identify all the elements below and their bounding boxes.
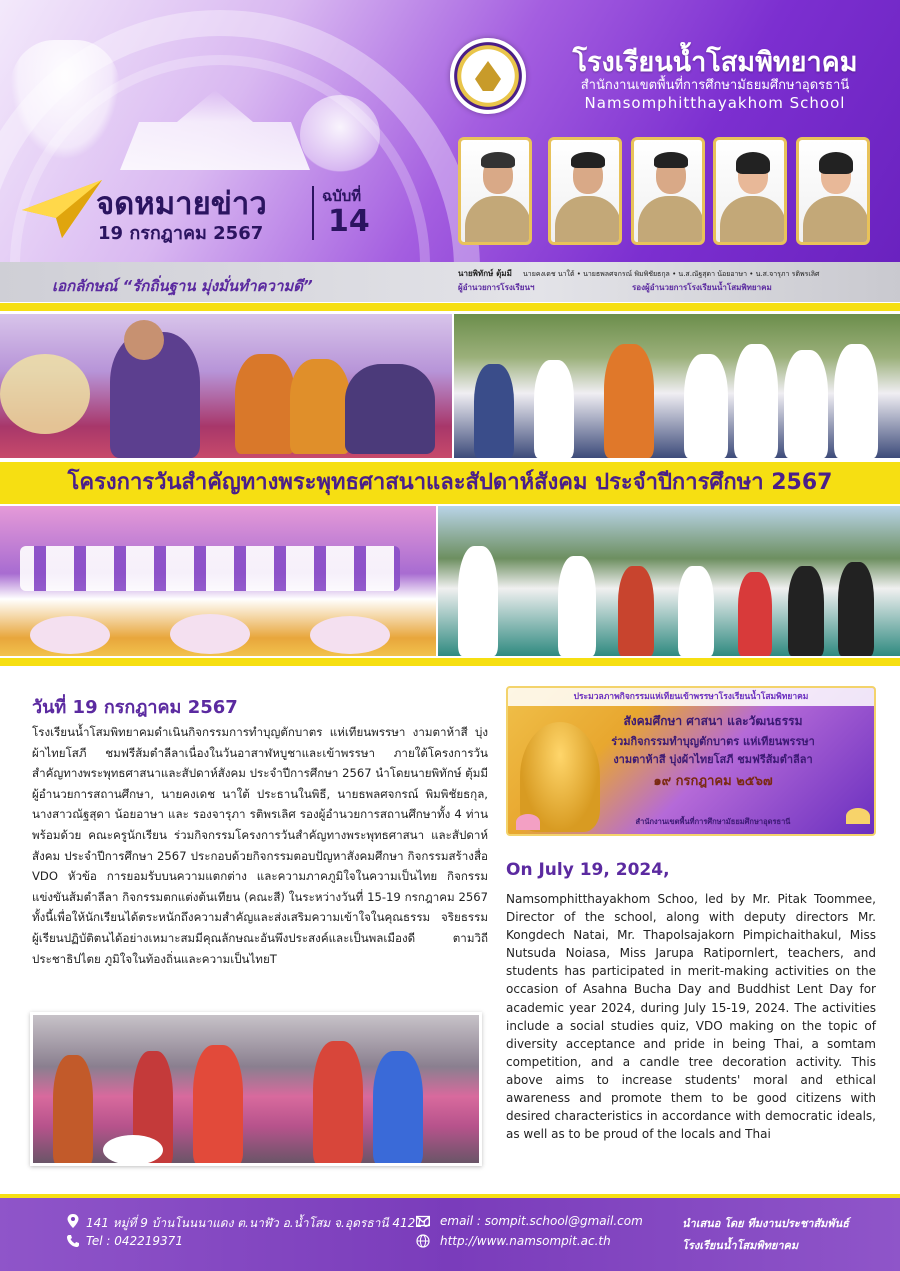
divider-rule bbox=[0, 303, 900, 311]
photo-merit-ceremony bbox=[0, 314, 452, 458]
lotus-icon bbox=[516, 814, 540, 830]
lotus-icon bbox=[846, 808, 870, 824]
school-motto: เอกลักษณ์ “รักถิ่นฐาน มุ่งมั่นทำความดี” bbox=[52, 277, 313, 295]
footer-address: 141 หมู่ที่ 9 บ้านโนนนาแดง ต.นาฬัว อ.น้ำโสม จ.อุดรธานี 41210 bbox=[86, 1216, 431, 1230]
director-name: นายพิทักษ์ ตุ้มมี bbox=[458, 269, 512, 278]
issue-divider bbox=[312, 186, 314, 240]
thai-article-heading: วันที่ 19 กรกฎาคม 2567 bbox=[32, 697, 238, 718]
portrait-deputy-1 bbox=[548, 137, 622, 245]
poster-line-1: สังคมศึกษา ศาสนา และวัฒนธรรม bbox=[623, 714, 803, 728]
footer-email[interactable]: email : sompit.school@gmail.com bbox=[440, 1214, 643, 1228]
portrait-deputy-4 bbox=[796, 137, 870, 245]
photo-parade bbox=[438, 506, 900, 656]
footer-tel: Tel : 042219371 bbox=[86, 1234, 183, 1248]
poster-line-2: ร่วมกิจกรรมทำบุญตักบาตร แห่เทียนพรรษา bbox=[611, 735, 815, 748]
deputy-role: รองผู้อำนวยการโรงเรียนน้ำโสมพิทยาคม bbox=[632, 283, 772, 292]
portrait-director bbox=[458, 137, 532, 245]
email-icon bbox=[416, 1214, 430, 1228]
school-name-en: Namsomphitthayakhom School bbox=[584, 94, 846, 112]
director-role: ผู้อำนวยการโรงเรียนฯ bbox=[458, 283, 535, 292]
thai-article-body: โรงเรียนน้ำโสมพิทยาคมดำเนินกิจกรรมการทำบุญตักบาตร แห่เทียนพรรษา งามตาห้าสี บุ่งผ้าไทยโสภี ชมฟรีส้มตำลีลาเนื่องในวันอาสาฬหบูชาและเข้าพรรษา ภายใต้โครงการวันสำคัญทางพระพุทธศาสนาและสัปดาห์สังคม ประจำปีการศึกษา 2567 นำโดยนายพิทักษ์ ตุ้มมี ผู้อำนวยการสถานศึกษา, นายคงเดช นาใต้ ประธานในพิธี, นายธพลศจกรณ์ พิมพิชัยธกุล, นางสาวณัฐสุดา น้อยอาษา และ รองจารุภา รติพรเลิศ รองผู้อำนวยการสถานศึกษาทั้ง 4 ท่าน พร้อมด้วย คณะครูนักเรียน ร่วมกิจกรรมโครงการวันสำคัญทางพระพุทธศาสนา และสัปดาห์สังคม ประจำปีการศึกษา 2567 ประกอบด้วยกิจกรรมตอบปัญหาสังคมศึกษา กิจกรรมสร้างสื่อ VDO หัวข้อ การยอมรับบนความแตกต่าง และความภาคภูมิใจในความเป็นไทย กิจกรรมแข่งขันส้มตำลีลา กิจกรรมตกแต่งต้นเทียน (คณะสี) ในระหว่างวันที่ 15-19 กรกฎาคม 2567 ทั้งนี้เพื่อให้นักเรียนได้ตระหนักถึงความสำคัญและส่งเสริมความเข้าใจในคุณธรรม จริยธรรม ผู้เรียนปฏิบัติตนได้อย่างเหมาะสมมีคุณลักษณะอันพึงประสงค์และเป็นพลเมืองดี ตามวิถีประชาธิปไตย ภูมิใจในท้องถิ่นและความเป็นไทยT bbox=[32, 725, 488, 966]
english-article-body: Namsomphitthayakhom Schoo, led by Mr. Pitak Toommee, Director of the school, along with deputy directors Mr. Kongdech Natai, Mr. Thapolsajakorn Pimpichaithakul, Miss Nutsuda Noiasa, Miss Jarupa Ratipornlert, teachers, and students has participated in merit-making activities on the occasion of Asahna Bucha Day and Buddhist Lent Day for academic year 2024, during July 15-19, 2024. The activities include a social studies quiz, VDO making on the topic of diversity acceptance and pride in being Thai, a somtam competition, and a candle tree decoration activity. This above aims to increase students' moral and ethical awareness and promote them to be good citizens with desired characteristics in accordance with democratic ideals, as well as to be proud of the locals and Thai bbox=[506, 892, 876, 1142]
administrator-names bbox=[458, 267, 888, 280]
project-banner-title: โครงการวันสำคัญทางพระพุทธศาสนาและสัปดาห์สังคม ประจำปีการศึกษา 2567 bbox=[0, 462, 900, 504]
paper-plane-icon bbox=[22, 180, 102, 238]
portrait-deputy-3 bbox=[713, 137, 787, 245]
issue-label: ฉบับที่ bbox=[322, 187, 362, 205]
footer-credit-1: นำเสนอ โดย ทีมงานประชาสัมพันธ์ bbox=[682, 1217, 849, 1230]
photo-stage-performance bbox=[0, 506, 436, 656]
statue-illustration bbox=[10, 40, 120, 160]
school-office-th: สำนักงานเขตพื้นที่การศึกษามัธยมศึกษาอุดรธานี bbox=[580, 78, 850, 93]
poster-date: ๑๙ กรกฎาคม ๒๕๖๗ bbox=[653, 774, 773, 789]
footer bbox=[0, 1198, 900, 1271]
phone-icon bbox=[66, 1234, 80, 1248]
newsletter-header bbox=[0, 0, 900, 262]
school-logo bbox=[450, 38, 526, 114]
globe-icon bbox=[416, 1234, 430, 1248]
photo-monks-students bbox=[454, 314, 900, 458]
footer-credit-2: โรงเรียนน้ำโสมพิทยาคม bbox=[682, 1239, 799, 1252]
newsletter-title: จดหมายข่าว bbox=[96, 186, 267, 222]
footer-website[interactable]: http://www.namsompit.ac.th bbox=[440, 1234, 611, 1248]
event-poster bbox=[506, 686, 876, 836]
poster-office: สำนักงานเขตพื้นที่การศึกษามัธยมศึกษาอุดรธานี bbox=[635, 817, 791, 826]
poster-header: ประมวลภาพกิจกรรมแห่เทียนเข้าพรรษาโรงเรียนน้ำโสมพิทยาคม bbox=[508, 688, 874, 706]
dome-illustration bbox=[300, 95, 380, 175]
issue-number: 14 bbox=[328, 204, 370, 239]
portrait-deputy-2 bbox=[631, 137, 705, 245]
location-pin-icon bbox=[66, 1214, 80, 1228]
poster-line-3: งามตาห้าสี บุ่งผ้าไทยโสภี ชมฟรีส้มตำลีลา bbox=[613, 753, 813, 766]
divider-rule-2 bbox=[0, 658, 900, 666]
deputy-names: นายคงเดช นาใต้ • นายธพลศจกรณ์ พิมพิชัยธกุล • น.ส.ณัฐสุดา น้อยอาษา • น.ส.จารุภา รติพรเลิศ bbox=[523, 270, 820, 278]
photo-somtam-event bbox=[30, 1012, 482, 1166]
english-article-heading: On July 19, 2024, bbox=[506, 860, 670, 880]
newsletter-date: 19 กรกฎาคม 2567 bbox=[98, 223, 264, 244]
school-name-th: โรงเรียนน้ำโสมพิทยาคม bbox=[572, 47, 858, 78]
